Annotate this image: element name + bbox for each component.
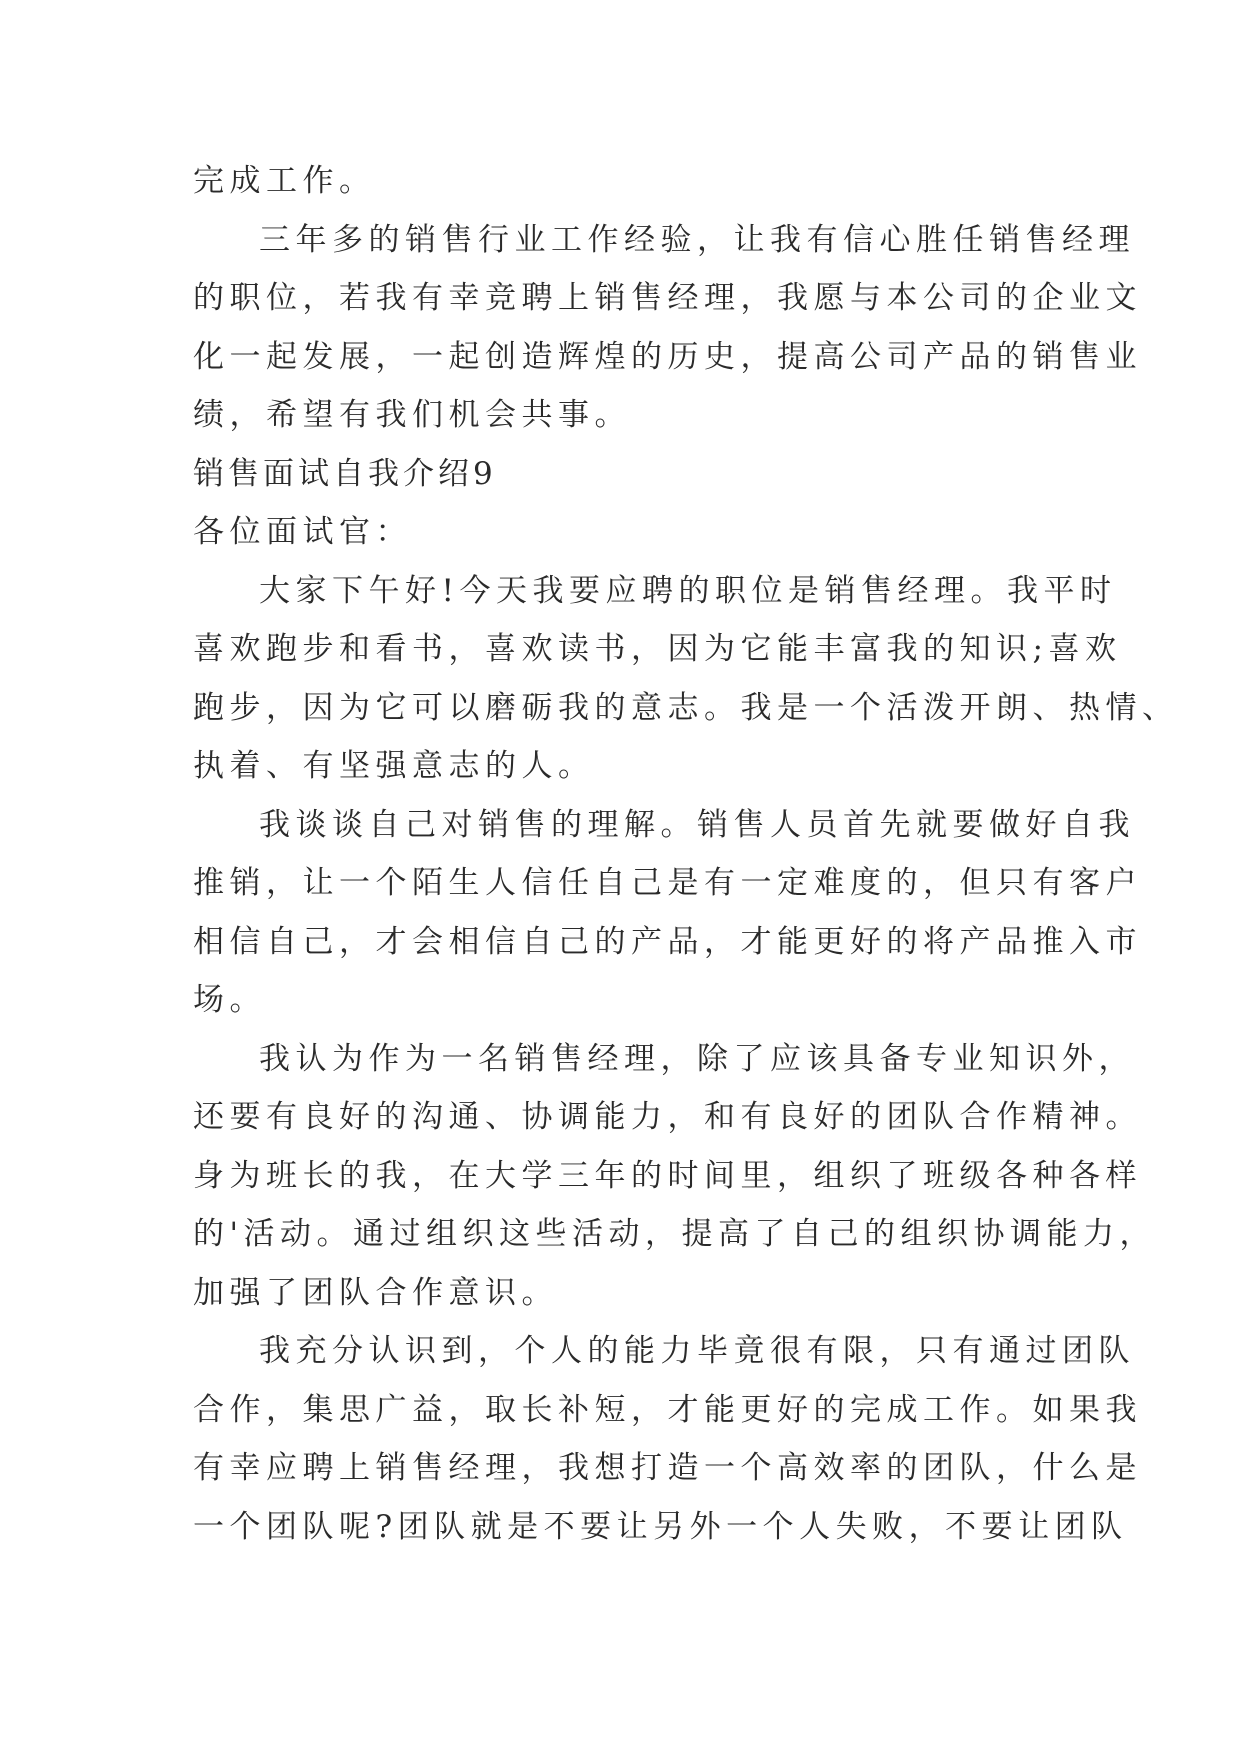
paragraph-start-line: 我谈谈自己对销售的理解。销售人员首先就要做好自我 — [259, 806, 1135, 843]
text-line: 的职位，若我有幸竞聘上销售经理，我愿与本公司的企业文 — [193, 280, 1142, 316]
text-line: 执着、有坚强意志的人。 — [193, 748, 595, 784]
text-line: 一个团队呢?团队就是不要让另外一个人失败，不要让团队 — [193, 1508, 1128, 1545]
text-line: 身为班长的我，在大学三年的时间里，组织了班级各种各样 — [193, 1157, 1142, 1194]
text-line: 推销，让一个陌生人信任自己是有一定难度的，但只有客户 — [193, 865, 1142, 901]
salutation-line: 各位面试官： — [193, 514, 412, 550]
text-line: 场。 — [193, 982, 266, 1018]
text-line: 绩，希望有我们机会共事。 — [193, 397, 631, 433]
paragraph-start-line: 大家下午好!今天我要应聘的职位是销售经理。我平时 — [259, 572, 1117, 609]
paragraph-start-line: 三年多的销售行业工作经验，让我有信心胜任销售经理 — [259, 221, 1135, 258]
section-heading: 销售面试自我介绍9 — [193, 455, 497, 492]
text-line: 完成工作。 — [193, 163, 376, 199]
text-line: 合作，集思广益，取长补短，才能更好的完成工作。如果我 — [193, 1391, 1142, 1428]
text-line: 相信自己，才会相信自己的产品，才能更好的将产品推入市 — [193, 923, 1142, 960]
text-line: 跑步，因为它可以磨砺我的意志。我是一个活泼开朗、热情、 — [193, 689, 1179, 726]
paragraph-start-line: 我充分认识到，个人的能力毕竟很有限，只有通过团队 — [259, 1333, 1135, 1369]
text-line: 有幸应聘上销售经理，我想打造一个高效率的团队，什么是 — [193, 1450, 1142, 1486]
text-line: 还要有良好的沟通、协调能力，和有良好的团队合作精神。 — [193, 1099, 1142, 1135]
text-line: 的'活动。通过组织这些活动，提高了自己的组织协调能力， — [193, 1216, 1157, 1252]
document-body — [193, 152, 1179, 1556]
text-line: 化一起发展，一起创造辉煌的历史，提高公司产品的销售业 — [193, 338, 1142, 375]
text-line: 喜欢跑步和看书，喜欢读书，因为它能丰富我的知识;喜欢 — [193, 631, 1122, 667]
paragraph-start-line: 我认为作为一名销售经理，除了应该具备专业知识外， — [259, 1040, 1135, 1077]
text-line: 加强了团队合作意识。 — [193, 1274, 558, 1311]
